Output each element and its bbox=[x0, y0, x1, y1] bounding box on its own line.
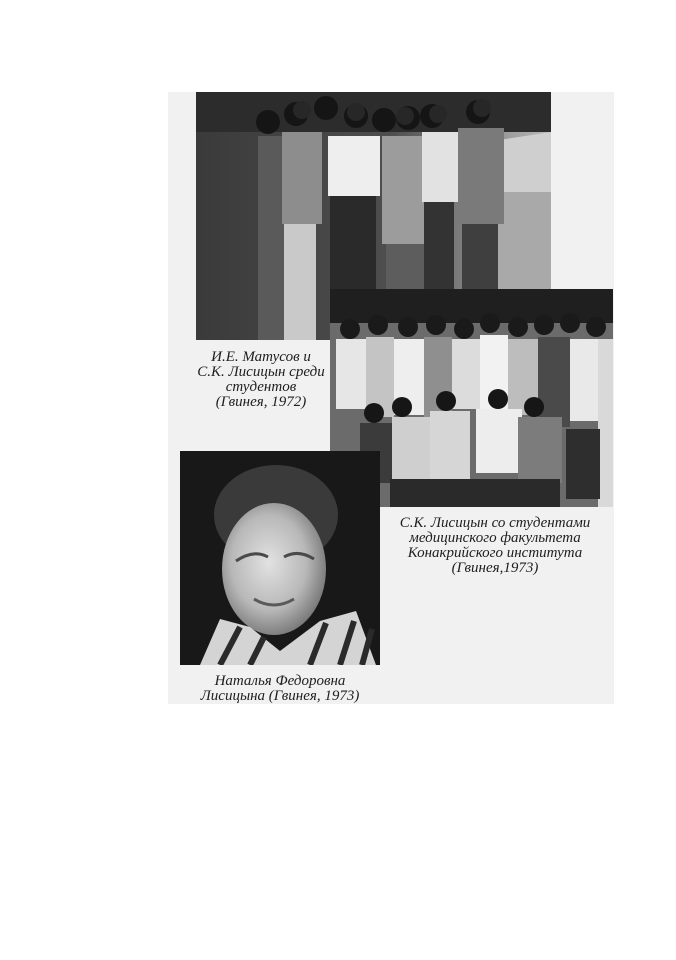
caption-line: Лисицына (Гвинея, 1973) bbox=[200, 688, 360, 704]
caption-line: (Гвинея,1973) bbox=[451, 560, 539, 576]
caption-natalya-lisitsyna-1973 bbox=[190, 674, 370, 704]
caption-lisitsyn-medical-students-1973 bbox=[384, 516, 606, 576]
caption-line: студентов bbox=[225, 379, 297, 395]
caption-line: С.К. Лисицын со студентами bbox=[399, 515, 591, 531]
caption-line: медицинского факультета bbox=[409, 530, 581, 546]
caption-matusov-lisitsyn-students-1972 bbox=[186, 350, 336, 410]
caption-line: Наталья Федоровна bbox=[214, 673, 346, 689]
caption-line: (Гвинея, 1972) bbox=[215, 394, 307, 410]
caption-line: Конакрийского института bbox=[407, 545, 583, 561]
photo-natalya-lisitsyna-portrait-1973 bbox=[180, 451, 380, 665]
caption-line: С.К. Лисицын среди bbox=[197, 364, 325, 380]
caption-line: И.Е. Матусов и bbox=[211, 349, 311, 365]
